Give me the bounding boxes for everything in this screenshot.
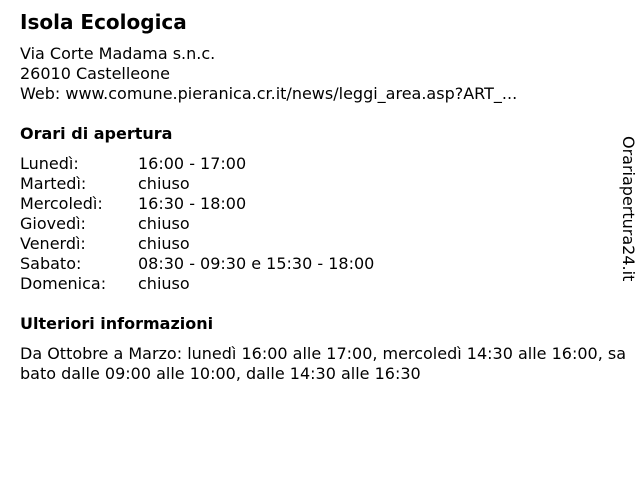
address-city: 26010 Castelleone [20,64,170,83]
day-hours: 16:00 - 17:00 [138,154,247,173]
hours-row-wednesday [20,194,374,214]
day-label: Venerdì: [20,234,86,253]
day-label: Giovedì: [20,214,86,233]
website-link[interactable]: Web: www.comune.pieranica.cr.it/news/leggi_area.asp?ART_... [20,84,518,103]
day-hours: 08:30 - 09:30 e 15:30 - 18:00 [138,254,375,273]
hours-row-saturday [20,254,374,274]
hours-row-thursday [20,214,374,234]
more-info-text: Da Ottobre a Marzo: lunedì 16:00 alle 17:00, mercoledì 14:30 alle 16:00, sabato dalle 09:00 alle 10:00, dalle 14:30 alle 16:30 [20,344,627,383]
day-label: Sabato: [20,254,82,273]
opening-hours-heading: Orari di apertura [20,124,173,143]
hours-row-friday [20,234,374,254]
opening-hours-list [20,154,374,294]
day-hours: chiuso [138,234,190,253]
address-street: Via Corte Madama s.n.c. [20,44,216,63]
day-hours: chiuso [138,174,190,193]
day-hours: chiuso [138,214,190,233]
address-block [20,44,517,104]
hours-row-monday [20,154,374,174]
day-hours: chiuso [138,274,190,293]
page-title: Isola Ecologica [20,10,187,34]
day-hours: 16:30 - 18:00 [138,194,247,213]
day-label: Lunedì: [20,154,79,173]
day-label: Martedì: [20,174,87,193]
hours-row-sunday [20,274,374,294]
side-brand-watermark: Orariapertura24.it [619,136,638,282]
day-label: Domenica: [20,274,107,293]
more-info-heading: Ulteriori informazioni [20,314,214,333]
day-label: Mercoledì: [20,194,103,213]
hours-row-tuesday [20,174,374,194]
